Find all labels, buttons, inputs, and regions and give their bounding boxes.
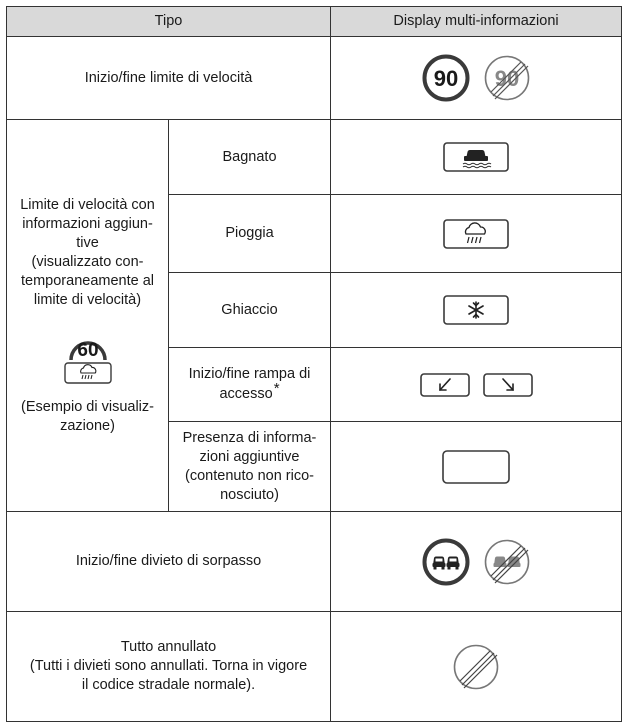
end-speed-limit-90-value: 90 xyxy=(494,66,519,91)
ice-label: Ghiaccio xyxy=(169,273,331,348)
wet-label: Bagnato xyxy=(169,120,331,195)
ramp-label: Inizio/fine rampa di accesso* xyxy=(169,348,331,422)
rain-label: Pioggia xyxy=(169,195,331,273)
arrow-down-left-icon xyxy=(420,373,470,397)
overtaking-display xyxy=(331,512,622,612)
example-display xyxy=(7,328,168,384)
speed-limit-label: Inizio/fine limite di velocità xyxy=(7,37,331,120)
speed-limit-90-icon xyxy=(422,54,470,102)
overtaking-label: Inizio/fine divieto di sorpasso xyxy=(7,512,331,612)
traffic-sign-info-table xyxy=(6,6,622,722)
ramp-label-line-2: accesso xyxy=(219,386,273,402)
snowflake-icon xyxy=(443,295,509,325)
example-speed-value: 60 xyxy=(76,339,99,361)
blank-plate-icon xyxy=(442,450,510,484)
example-caption: (Esempio di visualiz- zazione) xyxy=(21,398,154,434)
additional-info-cell xyxy=(7,120,169,512)
speed-limit-90-value: 90 xyxy=(433,66,458,91)
ice-display xyxy=(331,273,622,348)
wet-display xyxy=(331,120,622,195)
all-cancelled-label: Tutto annullato (Tutti i divieti sono annullati. Torna in vigore il codice stradale normale). xyxy=(7,612,331,722)
all-cancelled-display xyxy=(331,612,622,722)
header-tipo: Tipo xyxy=(7,7,331,37)
wet-road-car-icon xyxy=(443,142,509,172)
header-display: Display multi-informazioni xyxy=(331,7,622,37)
rain-display xyxy=(331,195,622,273)
speed-limit-60-example-icon xyxy=(68,328,108,362)
speed-limit-display xyxy=(331,37,622,120)
arrow-down-right-icon xyxy=(483,373,533,397)
end-speed-limit-90-icon xyxy=(483,54,531,102)
rain-cloud-icon xyxy=(443,219,509,249)
example-rain-plate-icon xyxy=(64,362,112,384)
no-overtaking-icon xyxy=(422,538,470,586)
ramp-display xyxy=(331,348,622,422)
additional-info-label: Limite di velocità con informazioni aggiun- tive (visualizzato con- temporaneamente al limite di velocità) xyxy=(20,196,155,308)
unknown-info-display xyxy=(331,422,622,512)
end-no-overtaking-icon xyxy=(483,538,531,586)
unknown-info-label: Presenza di informa- zioni aggiuntive (contenuto non rico- nosciuto) xyxy=(169,422,331,512)
end-all-restrictions-icon xyxy=(452,643,500,691)
footnote-asterisk: * xyxy=(273,380,280,397)
